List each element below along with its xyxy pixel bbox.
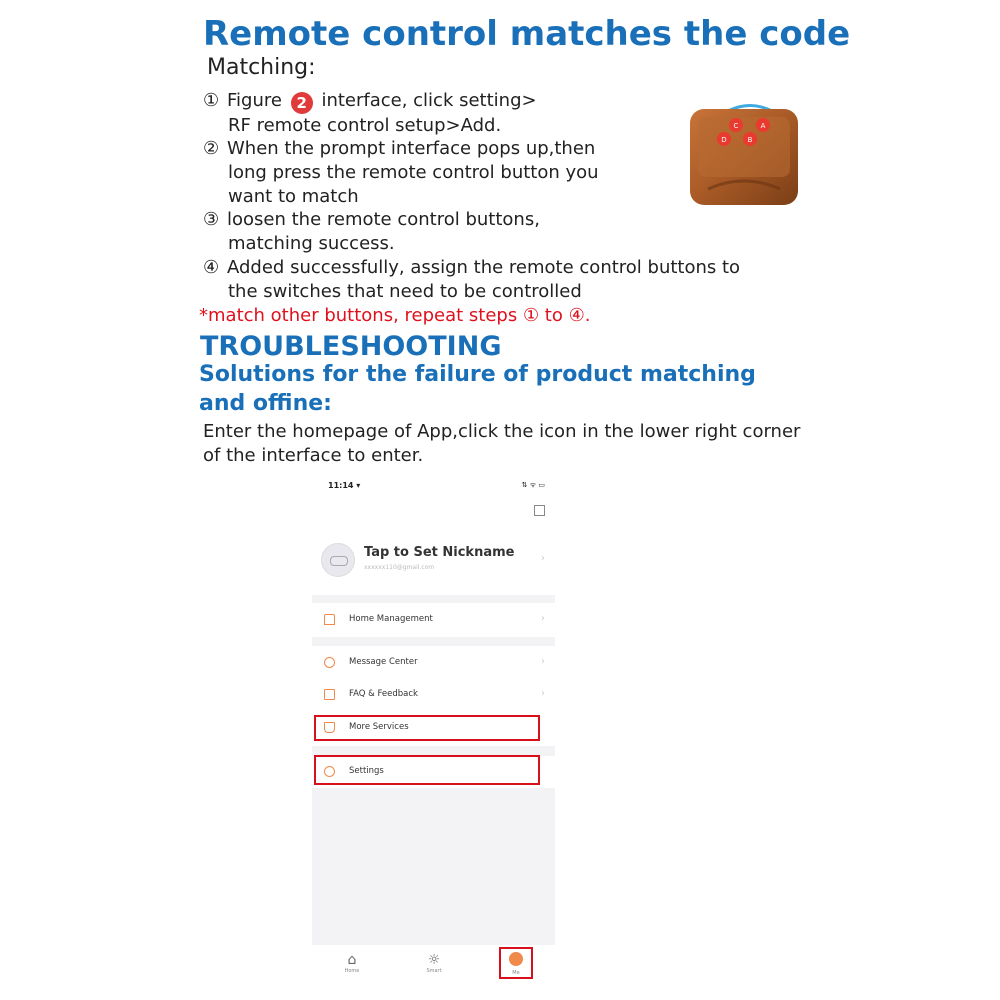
step-4-number: ④ <box>203 257 220 278</box>
step-1-number: ① <box>203 90 220 111</box>
step-4 <box>203 256 740 304</box>
faq-icon <box>324 689 335 700</box>
menu-home-management[interactable] <box>312 606 555 634</box>
more-services-highlight <box>314 715 540 741</box>
page-title: Remote control matches the code <box>203 14 851 54</box>
repeat-note: *match other buttons, repeat steps ① to ④. <box>199 305 591 326</box>
nickname[interactable]: Tap to Set Nickname <box>364 545 515 560</box>
chevron-right-icon: › <box>541 613 545 624</box>
step-3-text-b: matching success. <box>228 233 395 254</box>
me-tab-highlight <box>499 947 533 979</box>
scan-icon[interactable] <box>534 505 545 516</box>
tab-label: Smart <box>426 968 442 974</box>
step-2-text-c: want to match <box>228 186 359 207</box>
step-2-text-a: When the prompt interface pops up,then <box>227 138 596 159</box>
tab-bar <box>312 945 555 990</box>
tab-home[interactable] <box>332 952 372 974</box>
instruction-text: Enter the homepage of App,click the icon in the lower right corner of the interface to enter. <box>203 421 801 466</box>
remote-label-d: D <box>721 136 727 144</box>
step-1-text-b: interface, click setting> <box>321 90 537 111</box>
status-time: 11:14 ▾ <box>328 481 361 490</box>
remote-label-b: B <box>747 136 753 144</box>
home-icon: ⌂ <box>347 952 357 968</box>
chevron-right-icon: › <box>541 688 545 699</box>
sun-icon: ☼ <box>427 952 441 968</box>
step-4-text-a: Added successfully, assign the remote control buttons to <box>227 257 741 278</box>
avatar[interactable] <box>321 543 355 577</box>
troubleshooting-heading: TROUBLESHOOTING <box>200 331 502 362</box>
settings-highlight <box>314 755 540 785</box>
step-3-text-a: loosen the remote control buttons, <box>227 209 540 230</box>
home-icon <box>324 614 335 625</box>
solutions-heading: Solutions for the failure of product matching and offine: <box>199 362 756 416</box>
menu-label: Settings <box>349 766 384 776</box>
remote-control-image <box>688 103 800 207</box>
menu-label: FAQ & Feedback <box>349 689 418 699</box>
step-3 <box>203 208 540 256</box>
menu-label: Message Center <box>349 657 418 667</box>
account-email: xxxxxx110@gmail.com <box>364 564 435 571</box>
menu-message-center[interactable] <box>312 649 555 677</box>
step-2 <box>203 137 599 209</box>
profile-header <box>312 475 555 595</box>
remote-label-a: A <box>760 122 766 130</box>
tab-label: Me <box>512 970 520 976</box>
step-2-text-b: long press the remote control button you <box>228 162 599 183</box>
section-subtitle: Matching: <box>207 55 316 80</box>
phone-screenshot <box>312 475 555 990</box>
group-home <box>312 603 555 637</box>
step-3-number: ③ <box>203 209 220 230</box>
step-1 <box>203 89 537 138</box>
menu-faq-feedback[interactable] <box>312 681 555 709</box>
step-2-number: ② <box>203 138 220 159</box>
tab-label: Home <box>344 968 360 974</box>
tab-smart[interactable] <box>414 952 454 974</box>
remote-label-c: C <box>733 122 739 130</box>
step-4-text-b: the switches that need to be controlled <box>228 281 582 302</box>
menu-label: Home Management <box>349 614 433 624</box>
chevron-right-icon: › <box>541 553 545 564</box>
status-icons: ⇅ ᯤ ▭ <box>521 481 545 489</box>
chevron-right-icon: › <box>541 656 545 667</box>
step-1-text-a: Figure <box>227 90 282 111</box>
step-1-text-c: RF remote control setup>Add. <box>228 115 502 136</box>
figure-badge: 2 <box>291 92 313 114</box>
message-icon <box>324 657 335 668</box>
menu-label: More Services <box>349 722 409 732</box>
